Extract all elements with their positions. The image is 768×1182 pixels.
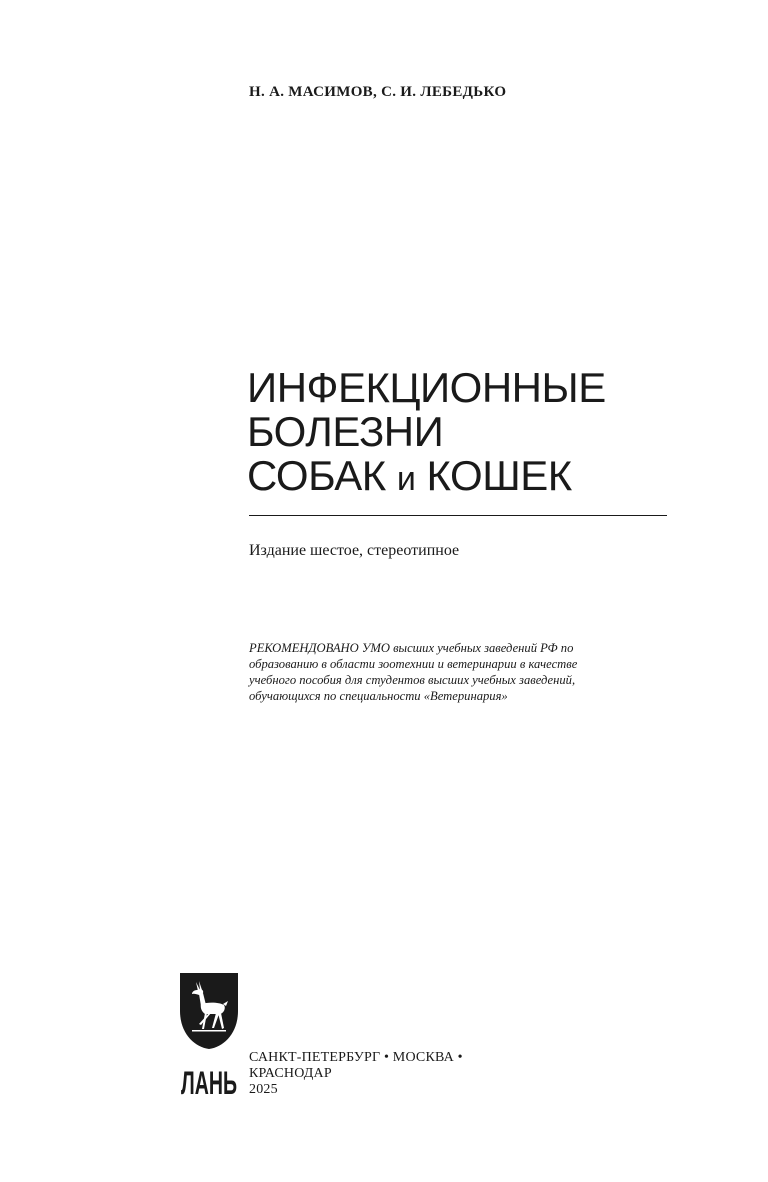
title-line-3 [247, 454, 667, 501]
publisher-cities-line-1: САНКТ-ПЕТЕРБУРГ • МОСКВА • [249, 1050, 463, 1065]
title-word-cats: КОШЕК [426, 452, 572, 499]
edition-note: Издание шестое, стереотипное [249, 542, 460, 559]
recommendation-line-2: образованию в области зоотехнии и ветеринарии в качестве [249, 657, 578, 671]
recommendation-line-4: обучающихся по специальности «Ветеринария» [249, 689, 508, 703]
title-word-and: и [396, 460, 416, 498]
publisher-cities-line-2: КРАСНОДАР [249, 1066, 332, 1081]
title-divider [249, 515, 667, 516]
logo-wordmark: ЛАНЬ [181, 1065, 237, 1097]
doe-deer-icon [178, 973, 240, 1097]
recommendation-note [249, 640, 669, 704]
title-line-1: ИНФЕКЦИОННЫЕ [247, 364, 606, 411]
book-title [247, 366, 667, 501]
title-word-dogs: СОБАК [247, 452, 386, 499]
recommendation-line-3: учебного пособия для студентов высших учебных заведений, [249, 673, 576, 687]
publication-year: 2025 [249, 1082, 278, 1097]
recommendation-line-1: РЕКОМЕНДОВАНО УМО высших учебных заведений РФ по [249, 641, 574, 655]
authors: Н. А. МАСИМОВ, С. И. ЛЕБЕДЬКО [249, 84, 507, 100]
publisher-logo [178, 973, 240, 1097]
title-line-2: БОЛЕЗНИ [247, 408, 444, 455]
publisher-info [249, 1050, 463, 1098]
